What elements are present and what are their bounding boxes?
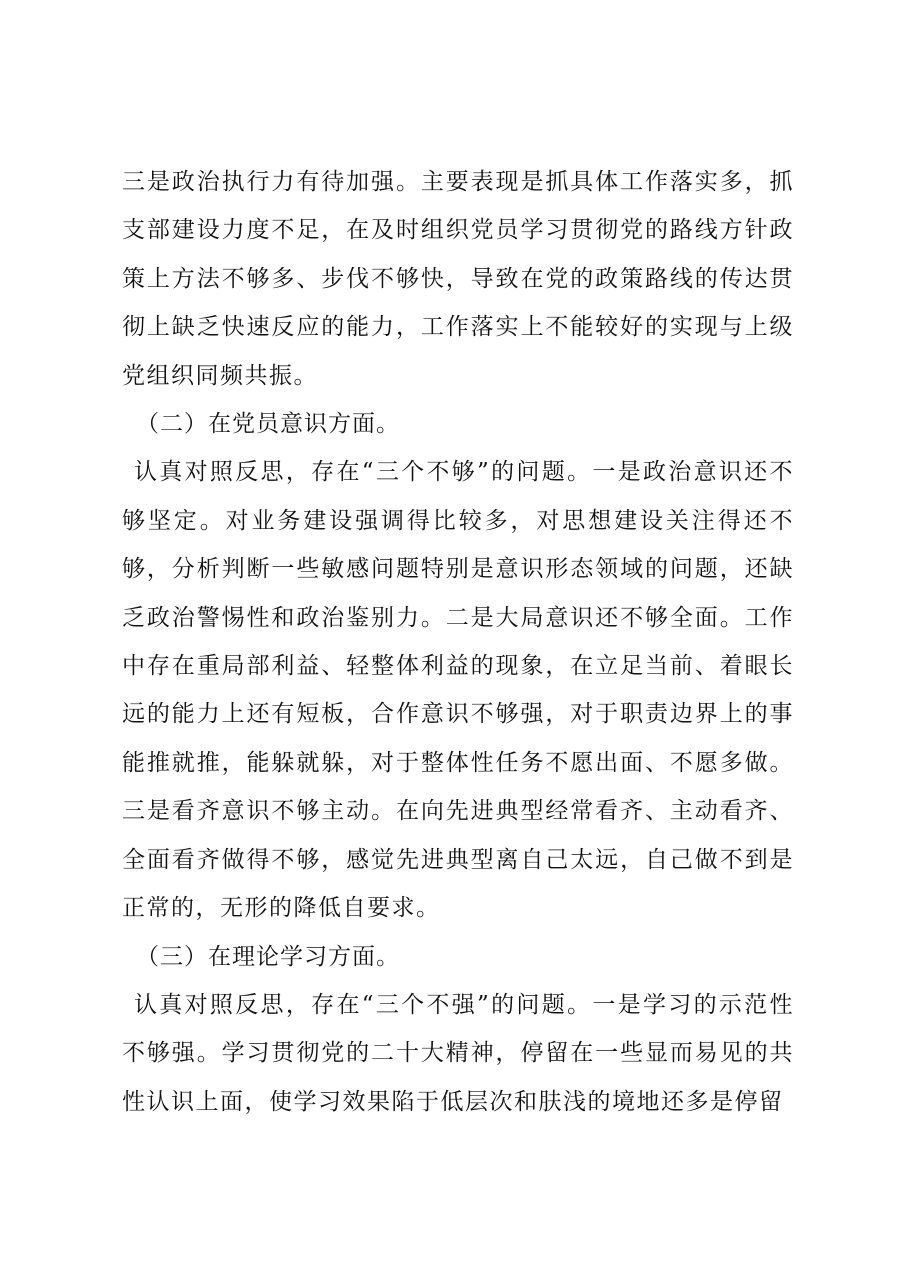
section-heading-party-awareness: （二）在党员意识方面。 (136, 411, 400, 438)
paragraph-theory-study: 认真对照反思，存在“三个不强”的问题。一是学习的示范性不够强。学习贯彻党的二十大精神，停留在一些显而易见的共性认识上面，使学习效果陷于低层次和肤浅的境地还多是停留 (122, 991, 794, 1115)
paragraph-party-awareness: 认真对照反思，存在“三个不够”的问题。一是政治意识还不够坚定。对业务建设强调得比较多，对思想建设关注得还不够，分析判断一些敏感问题特别是意识形态领域的问题，还缺乏政治警惕性和政治鉴别力。二是大局意识还不够全面。工作中存在重局部利益、轻整体利益的现象，在立足当前、着眼长远的能力上还有短板，合作意识不够强，对于职责边界上的事能推就推，能躲就躲，对于整体性任务不愿出面、不愿多做。三是看齐意识不够主动。在向先进典型经常看齐、主动看齐、全面看齐做得不够，感觉先进典型离自己太远，自己做不到是正常的，无形的降低自要求。 (122, 459, 794, 922)
section-heading-theory-study: （三）在理论学习方面。 (136, 943, 400, 970)
paragraph-political-execution: 三是政治执行力有待加强。主要表现是抓具体工作落实多，抓支部建设力度不足，在及时组织党员学习贯彻党的路线方针政策上方法不够多、步伐不够快，导致在党的政策路线的传达贯彻上缺乏快速反应的能力，工作落实上不能较好的实现与上级党组织同频共振。 (122, 169, 794, 389)
document-body (122, 158, 794, 1126)
